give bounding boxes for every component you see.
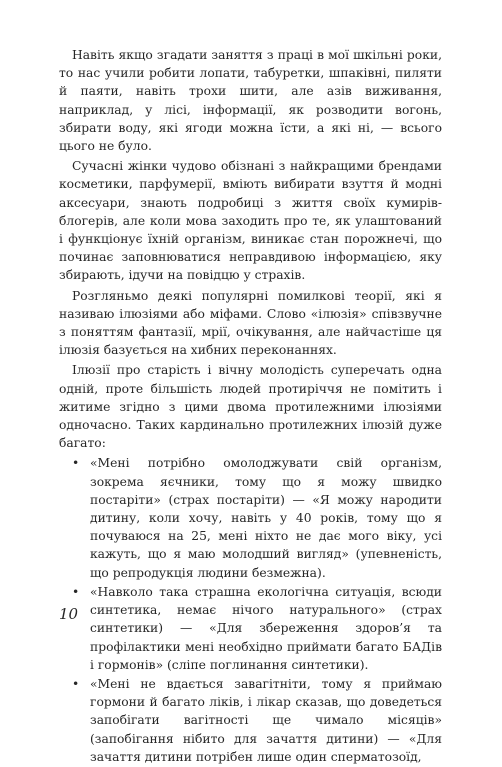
bullet-icon: • [72,676,80,691]
list-item-text: «Навколо така страшна екологічна ситуація, всюди синтетика, немає нічого натурального» (страх синтетики) — «Для збереження здоров’я та профілактики мені необхідно приймати багато БАДів і гормонів» (сліпе поглинання синтетики). [90,584,442,672]
paragraph: Ілюзії про старість і вічну молодість суперечать одна одній, проте більшість людей протиріччя не помітить і житиме згідно з цими двома протилежними ілюзіями одночасно. Таких кардинально протилежних ілюзій дуже багато: [59,363,442,451]
illusion-list [59,454,442,765]
bullet-icon: • [72,584,80,599]
paragraph: Сучасні жінки чудово обізнані з найкращими брендами косметики, парфумерії, вміють вибирати взуття й модні аксесуари, знають подробиці з життя своїх кумирів-блогерів, але коли мова заходить про те, як улаштований і функціонує їхній організм, виникає стан порожнечі, що починає заповнюватися неправдивою інформацією, яку збирають, ідучи на повідцю у страхів. [59,159,442,283]
bullet-icon: • [72,456,80,471]
list-item [59,583,442,674]
paragraph: Навіть якщо згадати заняття з праці в мої шкільні роки, то нас учили робити лопати, табуретки, шпаківні, пиляти й паяти, навіть трохи шити, але азів виживання, наприклад, у лісі, інформації, як розводити вогонь, збирати воду, які ягоди можна їсти, а які ні, — всього цього не було. [59,48,442,154]
paragraph: Розгляньмо деякі популярні помилкові теорії, які я називаю ілюзіями або міфами. Слово «ілюзія» співзвучне з поняттям фантазії, мрії, очікування, але найчастіше ця ілюзія базується на хибних переконаннях. [59,288,442,358]
list-item-text: «Мені потрібно омолоджувати свій організм, зокрема яєчники, тому що я можу швидко постаріти» (страх постаріти) — «Я можу народити дитину, коли хочу, навіть у 40 років, тому що я почуваюся на 25, мені ніхто не дає мого віку, усі кажуть, що я маю молодший вигляд» (упевненість, що репродукція людини безмежна). [90,456,442,580]
page-number: 10 [59,605,79,623]
body-text [59,46,442,767]
list-item-text: «Мені не вдається завагітніти, тому я приймаю гормони й багато ліків, і лікар сказав, що доведеться запобігати вагітності ще чимало місяців» (запобігання нібито для зачаття дитини) — «Для зачаття дитини потрібен лише один сперматозоїд, [90,676,442,764]
list-item [59,675,442,766]
list-item [59,454,442,581]
